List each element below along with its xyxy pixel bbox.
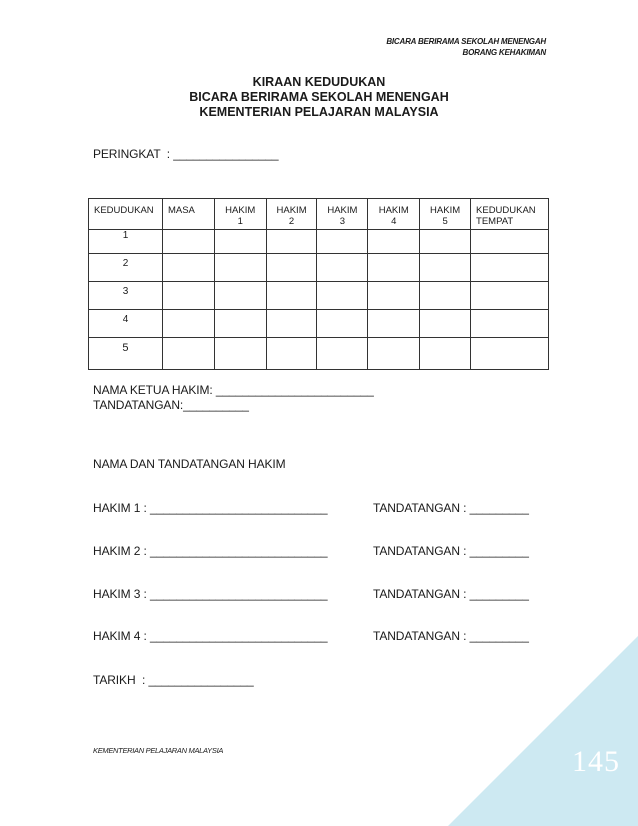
table-cell[interactable] xyxy=(368,254,420,282)
table-cell[interactable] xyxy=(420,230,471,254)
table-cell[interactable] xyxy=(266,282,317,310)
table-cell[interactable] xyxy=(368,310,420,338)
table-header-row xyxy=(89,199,549,230)
corner-triangle xyxy=(448,636,638,826)
tandatangan-ketua-field[interactable]: TANDATANGAN:__________ xyxy=(93,398,249,412)
header-hakim-5: HAKIM 5 xyxy=(420,199,471,230)
table-cell[interactable] xyxy=(420,310,471,338)
table-cell[interactable] xyxy=(471,254,549,282)
table-cell[interactable] xyxy=(471,338,549,370)
table-cell[interactable] xyxy=(471,310,549,338)
row-number: 3 xyxy=(89,282,163,310)
table-cell[interactable] xyxy=(368,230,420,254)
table-row xyxy=(89,282,549,310)
header-hakim-1: HAKIM 1 xyxy=(214,199,266,230)
header-hakim-3: HAKIM 3 xyxy=(317,199,368,230)
footer-text: KEMENTERIAN PELAJARAN MALAYSIA xyxy=(93,746,224,755)
title-line-2: BICARA BERIRAMA SEKOLAH MENENGAH xyxy=(189,90,449,104)
table-row xyxy=(89,230,549,254)
table-cell[interactable] xyxy=(214,338,266,370)
table-cell[interactable] xyxy=(162,310,214,338)
table-cell[interactable] xyxy=(214,282,266,310)
hakim-2-sign-field[interactable]: TANDATANGAN : _________ xyxy=(373,544,529,558)
ranking-table xyxy=(88,198,549,370)
hakim-4-name-field[interactable]: HAKIM 4 : ___________________________ xyxy=(93,629,328,643)
header-hakim-4: HAKIM 4 xyxy=(368,199,420,230)
table-cell[interactable] xyxy=(214,310,266,338)
table-cell[interactable] xyxy=(317,254,368,282)
tarikh-field[interactable]: TARIKH : ________________ xyxy=(93,673,254,687)
header-hakim-2: HAKIM 2 xyxy=(266,199,317,230)
row-number: 1 xyxy=(89,230,163,254)
table-cell[interactable] xyxy=(162,230,214,254)
hakim-1-sign-field[interactable]: TANDATANGAN : _________ xyxy=(373,501,529,515)
title-line-3: KEMENTERIAN PELAJARAN MALAYSIA xyxy=(199,105,439,119)
table-cell[interactable] xyxy=(317,310,368,338)
table-row xyxy=(89,254,549,282)
table-cell[interactable] xyxy=(266,338,317,370)
table-cell[interactable] xyxy=(266,310,317,338)
table-row xyxy=(89,338,549,370)
row-number: 5 xyxy=(89,338,163,370)
title-line-1: KIRAAN KEDUDUKAN xyxy=(252,75,386,89)
header-masa: MASA xyxy=(162,199,214,230)
row-number: 2 xyxy=(89,254,163,282)
header-line-2: BORANG KEHAKIMAN xyxy=(462,48,546,57)
table-cell[interactable] xyxy=(368,338,420,370)
section-title: NAMA DAN TANDATANGAN HAKIM xyxy=(93,457,286,471)
header-kedudukan: KEDUDUKAN xyxy=(89,199,163,230)
hakim-1-name-field[interactable]: HAKIM 1 : ___________________________ xyxy=(93,501,328,515)
row-number: 4 xyxy=(89,310,163,338)
hakim-2-name-field[interactable]: HAKIM 2 : ___________________________ xyxy=(93,544,328,558)
table-cell[interactable] xyxy=(162,254,214,282)
hakim-3-sign-field[interactable]: TANDATANGAN : _________ xyxy=(373,587,529,601)
table-cell[interactable] xyxy=(368,282,420,310)
peringkat-field[interactable]: PERINGKAT : ________________ xyxy=(93,147,279,161)
table-row xyxy=(89,310,549,338)
table-cell[interactable] xyxy=(317,282,368,310)
table-cell[interactable] xyxy=(420,254,471,282)
hakim-3-name-field[interactable]: HAKIM 3 : ___________________________ xyxy=(93,587,328,601)
table-cell[interactable] xyxy=(317,230,368,254)
table-cell[interactable] xyxy=(266,230,317,254)
ketua-hakim-field[interactable]: NAMA KETUA HAKIM: ________________________ xyxy=(93,383,374,397)
table-cell[interactable] xyxy=(420,282,471,310)
table-cell[interactable] xyxy=(214,254,266,282)
page-number: 145 xyxy=(572,745,620,778)
table-cell[interactable] xyxy=(214,230,266,254)
table-cell[interactable] xyxy=(162,282,214,310)
table-cell[interactable] xyxy=(266,254,317,282)
table-cell[interactable] xyxy=(420,338,471,370)
table-cell[interactable] xyxy=(162,338,214,370)
hakim-4-sign-field[interactable]: TANDATANGAN : _________ xyxy=(373,629,529,643)
table-cell[interactable] xyxy=(471,230,549,254)
header-line-1: BICARA BERIRAMA SEKOLAH MENENGAH xyxy=(386,37,546,46)
header-kedudukan-tempat: KEDUDUKAN TEMPAT xyxy=(471,199,549,230)
table-cell[interactable] xyxy=(317,338,368,370)
table-cell[interactable] xyxy=(471,282,549,310)
